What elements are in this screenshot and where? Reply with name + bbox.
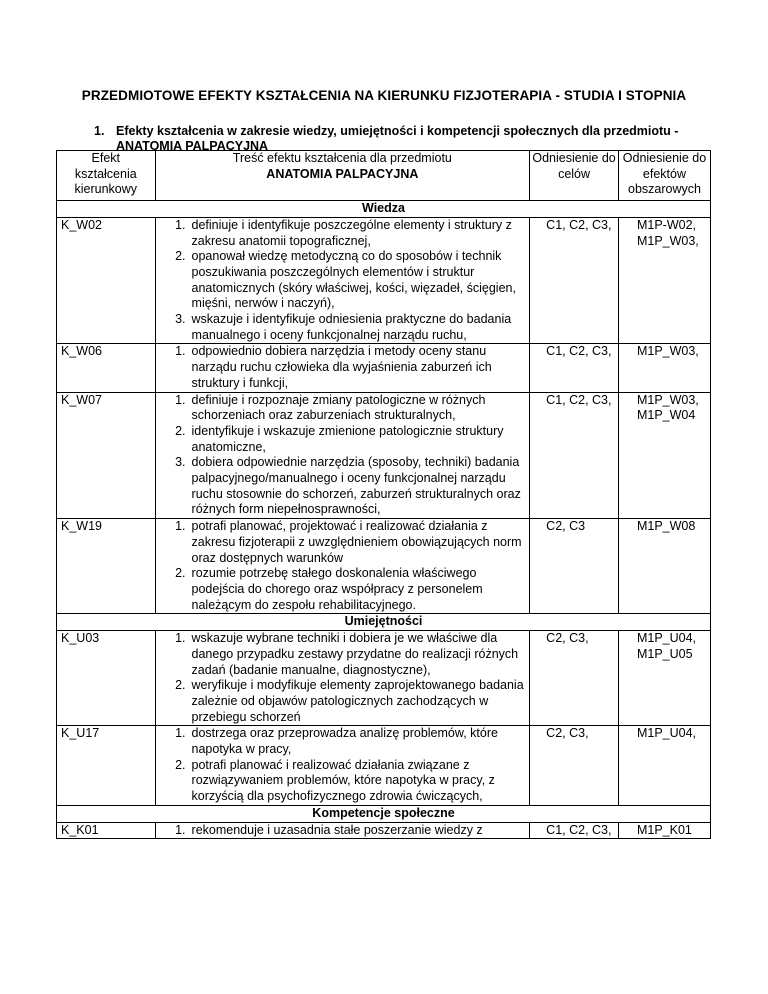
header-effect-code: Efekt kształcenia kierunkowy — [57, 151, 156, 201]
goals-reference — [530, 344, 619, 392]
effect-content — [155, 344, 530, 392]
table-row — [57, 631, 711, 726]
table-row — [57, 344, 711, 392]
category-row — [57, 201, 711, 218]
list-item-text: dobiera odpowiednie narzędzia (sposoby, techniki) badania palpacyjnego/manualnego i oceny funkcjonalnej narządu ruchu stosownie do schorzeń, zaburzeń strukturalnych oraz różnych form niepełnosprawności, — [191, 455, 521, 517]
list-item — [156, 726, 526, 757]
effect-code: K_W19 — [57, 519, 156, 614]
list-item-number: 3. — [175, 455, 186, 470]
table-header-row — [57, 151, 711, 201]
list-item — [156, 823, 526, 839]
section-number: 1. — [94, 124, 105, 138]
area-effects-value: M1P_W03, M1P_W04 — [636, 392, 699, 423]
area-effects-value: M1P_U04, — [636, 726, 697, 741]
category-row — [57, 614, 711, 631]
effect-code: K_K01 — [57, 822, 156, 839]
table-row — [57, 726, 711, 806]
page-title: PRZEDMIOTOWE EFEKTY KSZTAŁCENIA NA KIERUNKU FIZJOTERAPIA - STUDIA I STOPNIA — [81, 88, 687, 103]
category-row — [57, 805, 711, 822]
list-item — [156, 393, 526, 424]
effect-list — [156, 519, 526, 613]
list-item-number: 2. — [175, 249, 186, 264]
list-item-text: weryfikuje i modyfikuje elementy zaprojektowanego badania zależnie od objawów patologicznych zachodzących w przebiegu schorzeń — [191, 678, 524, 724]
list-item-number: 1. — [175, 392, 186, 407]
area-effects-reference — [618, 392, 710, 519]
effect-list — [156, 823, 526, 839]
list-item-number: 2. — [175, 678, 186, 693]
goals-reference-value: C2, C3, — [546, 631, 589, 646]
list-item — [156, 455, 526, 518]
category-label: Umiejętności — [57, 614, 711, 631]
learning-outcomes-table — [56, 150, 711, 839]
list-item-text: definiuje i identyfikuje poszczególne elementy i struktury z zakresu anatomii topograficznej, — [191, 217, 512, 248]
effect-list — [156, 344, 526, 391]
area-effects-value: M1P_U04, M1P_U05 — [636, 631, 697, 661]
list-item — [156, 566, 526, 613]
list-item — [156, 519, 526, 566]
list-item-text: potrafi planować, projektować i realizować działania z zakresu fizjoterapii z uwzględnieniem obowiązujących norm oraz dostępnych warunków — [191, 519, 522, 565]
list-item — [156, 631, 526, 678]
goals-reference — [530, 392, 619, 519]
list-item-number: 1. — [175, 344, 186, 359]
header-goals: Odniesienie do celów — [530, 151, 619, 201]
goals-reference — [530, 519, 619, 614]
list-item-number: 3. — [175, 312, 186, 327]
list-item-number: 1. — [175, 631, 186, 646]
effect-list — [156, 393, 526, 519]
area-effects-value: M1P_K01 — [636, 822, 692, 837]
area-effects-value: M1P_W08 — [636, 519, 696, 534]
table-row — [57, 822, 711, 839]
list-item — [156, 344, 526, 391]
goals-reference — [530, 217, 619, 344]
list-item — [156, 424, 526, 455]
list-item-number: 1. — [175, 217, 186, 232]
list-item-number: 1. — [175, 726, 186, 741]
effect-content — [155, 392, 530, 519]
area-effects-reference — [618, 822, 710, 839]
goals-reference — [530, 726, 619, 806]
area-effects-value: M1P_W03, — [636, 344, 699, 359]
goals-reference-value: C2, C3, — [546, 726, 589, 741]
list-item — [156, 678, 526, 725]
area-effects-reference — [618, 631, 710, 726]
list-item-text: wskazuje i identyfikuje odniesienia praktyczne do badania manualnego i oceny funkcjonalnej narządu ruchu, — [191, 312, 512, 342]
effect-code: K_W07 — [57, 392, 156, 519]
section-text: Efekty kształcenia w zakresie wiedzy, umiejętności i kompetencji społecznych dla przedmiotu - ANATOMIA PALPACYJNA — [116, 124, 679, 153]
list-item-number: 2. — [175, 423, 186, 438]
list-item — [156, 758, 526, 805]
effect-code: K_W02 — [57, 217, 156, 344]
list-item-number: 2. — [175, 757, 186, 772]
list-item-text: odpowiednio dobiera narzędzia i metody oceny stanu narządu ruchu człowieka dla wyjaśnienia zaburzeń ich struktury i funkcji, — [191, 344, 492, 390]
effect-content — [155, 726, 530, 806]
area-effects-reference — [618, 726, 710, 806]
header-content — [155, 151, 530, 201]
header-content-line1: Treść efektu kształcenia dla przedmiotu — [232, 151, 452, 165]
area-effects-reference — [618, 519, 710, 614]
list-item — [156, 218, 526, 249]
list-item-number: 1. — [175, 519, 186, 534]
list-item — [156, 312, 526, 343]
goals-reference-value: C1, C2, C3, — [546, 217, 612, 232]
area-effects-value: M1P-W02, M1P_W03, — [636, 217, 699, 248]
goals-reference-value: C2, C3 — [546, 519, 586, 534]
effect-code: K_W06 — [57, 344, 156, 392]
effect-list — [156, 726, 526, 805]
goals-reference-value: C1, C2, C3, — [546, 344, 612, 359]
list-item-text: rozumie potrzebę stałego doskonalenia właściwego podejścia do chorego oraz współpracy z personelem należącym do zespołu rehabilitacyjnego. — [191, 566, 483, 612]
goals-reference — [530, 822, 619, 839]
header-content-line2: ANATOMIA PALPACYJNA — [266, 166, 419, 181]
category-label: Kompetencje społeczne — [57, 805, 711, 822]
list-item-number: 1. — [175, 822, 186, 837]
effect-content — [155, 631, 530, 726]
area-effects-reference — [618, 217, 710, 344]
category-label: Wiedza — [57, 201, 711, 218]
goals-reference-value: C1, C2, C3, — [546, 392, 612, 407]
effect-list — [156, 631, 526, 725]
header-area-effects: Odniesienie do efektów obszarowych — [618, 151, 710, 201]
list-item-text: definiuje i rozpoznaje zmiany patologiczne w różnych schorzeniach oraz zaburzeniach strukturalnych, — [191, 392, 486, 423]
list-item-text: rekomenduje i uzasadnia stałe poszerzanie wiedzy z — [191, 822, 483, 837]
table-row — [57, 519, 711, 614]
list-item-text: potrafi planować i realizować działania związane z rozwiązywaniem problemów, które napotyka w pracy, z korzyścią dla psychofizycznego zdrowia ćwiczących, — [191, 757, 495, 804]
goals-reference — [530, 631, 619, 726]
effect-code: K_U17 — [57, 726, 156, 806]
list-item-text: identyfikuje i wskazuje zmienione patologicznie struktury anatomiczne, — [191, 423, 504, 454]
list-item — [156, 249, 526, 312]
area-effects-reference — [618, 344, 710, 392]
effect-list — [156, 218, 526, 344]
goals-reference-value: C1, C2, C3, — [546, 822, 612, 837]
list-item-text: wskazuje wybrane techniki i dobiera je we właściwe dla danego przypadku zestawy przydatne do realizacji różnych zadań (badanie manualne, diagnostyczne), — [191, 631, 519, 677]
effect-code: K_U03 — [57, 631, 156, 726]
effect-content — [155, 822, 530, 839]
effect-content — [155, 519, 530, 614]
list-item-text: opanował wiedzę metodyczną co do sposobów i technik poszukiwania poszczególnych elementów i struktur anatomicznych (skóry właściwej, kości, więzadeł, ścięgien, mięśni, nerwów i naczyń), — [191, 249, 516, 311]
table-row — [57, 392, 711, 519]
list-item-number: 2. — [175, 566, 186, 581]
table-row — [57, 217, 711, 344]
effect-content — [155, 217, 530, 344]
list-item-text: dostrzega oraz przeprowadza analizę problemów, które napotyka w pracy, — [191, 726, 498, 757]
